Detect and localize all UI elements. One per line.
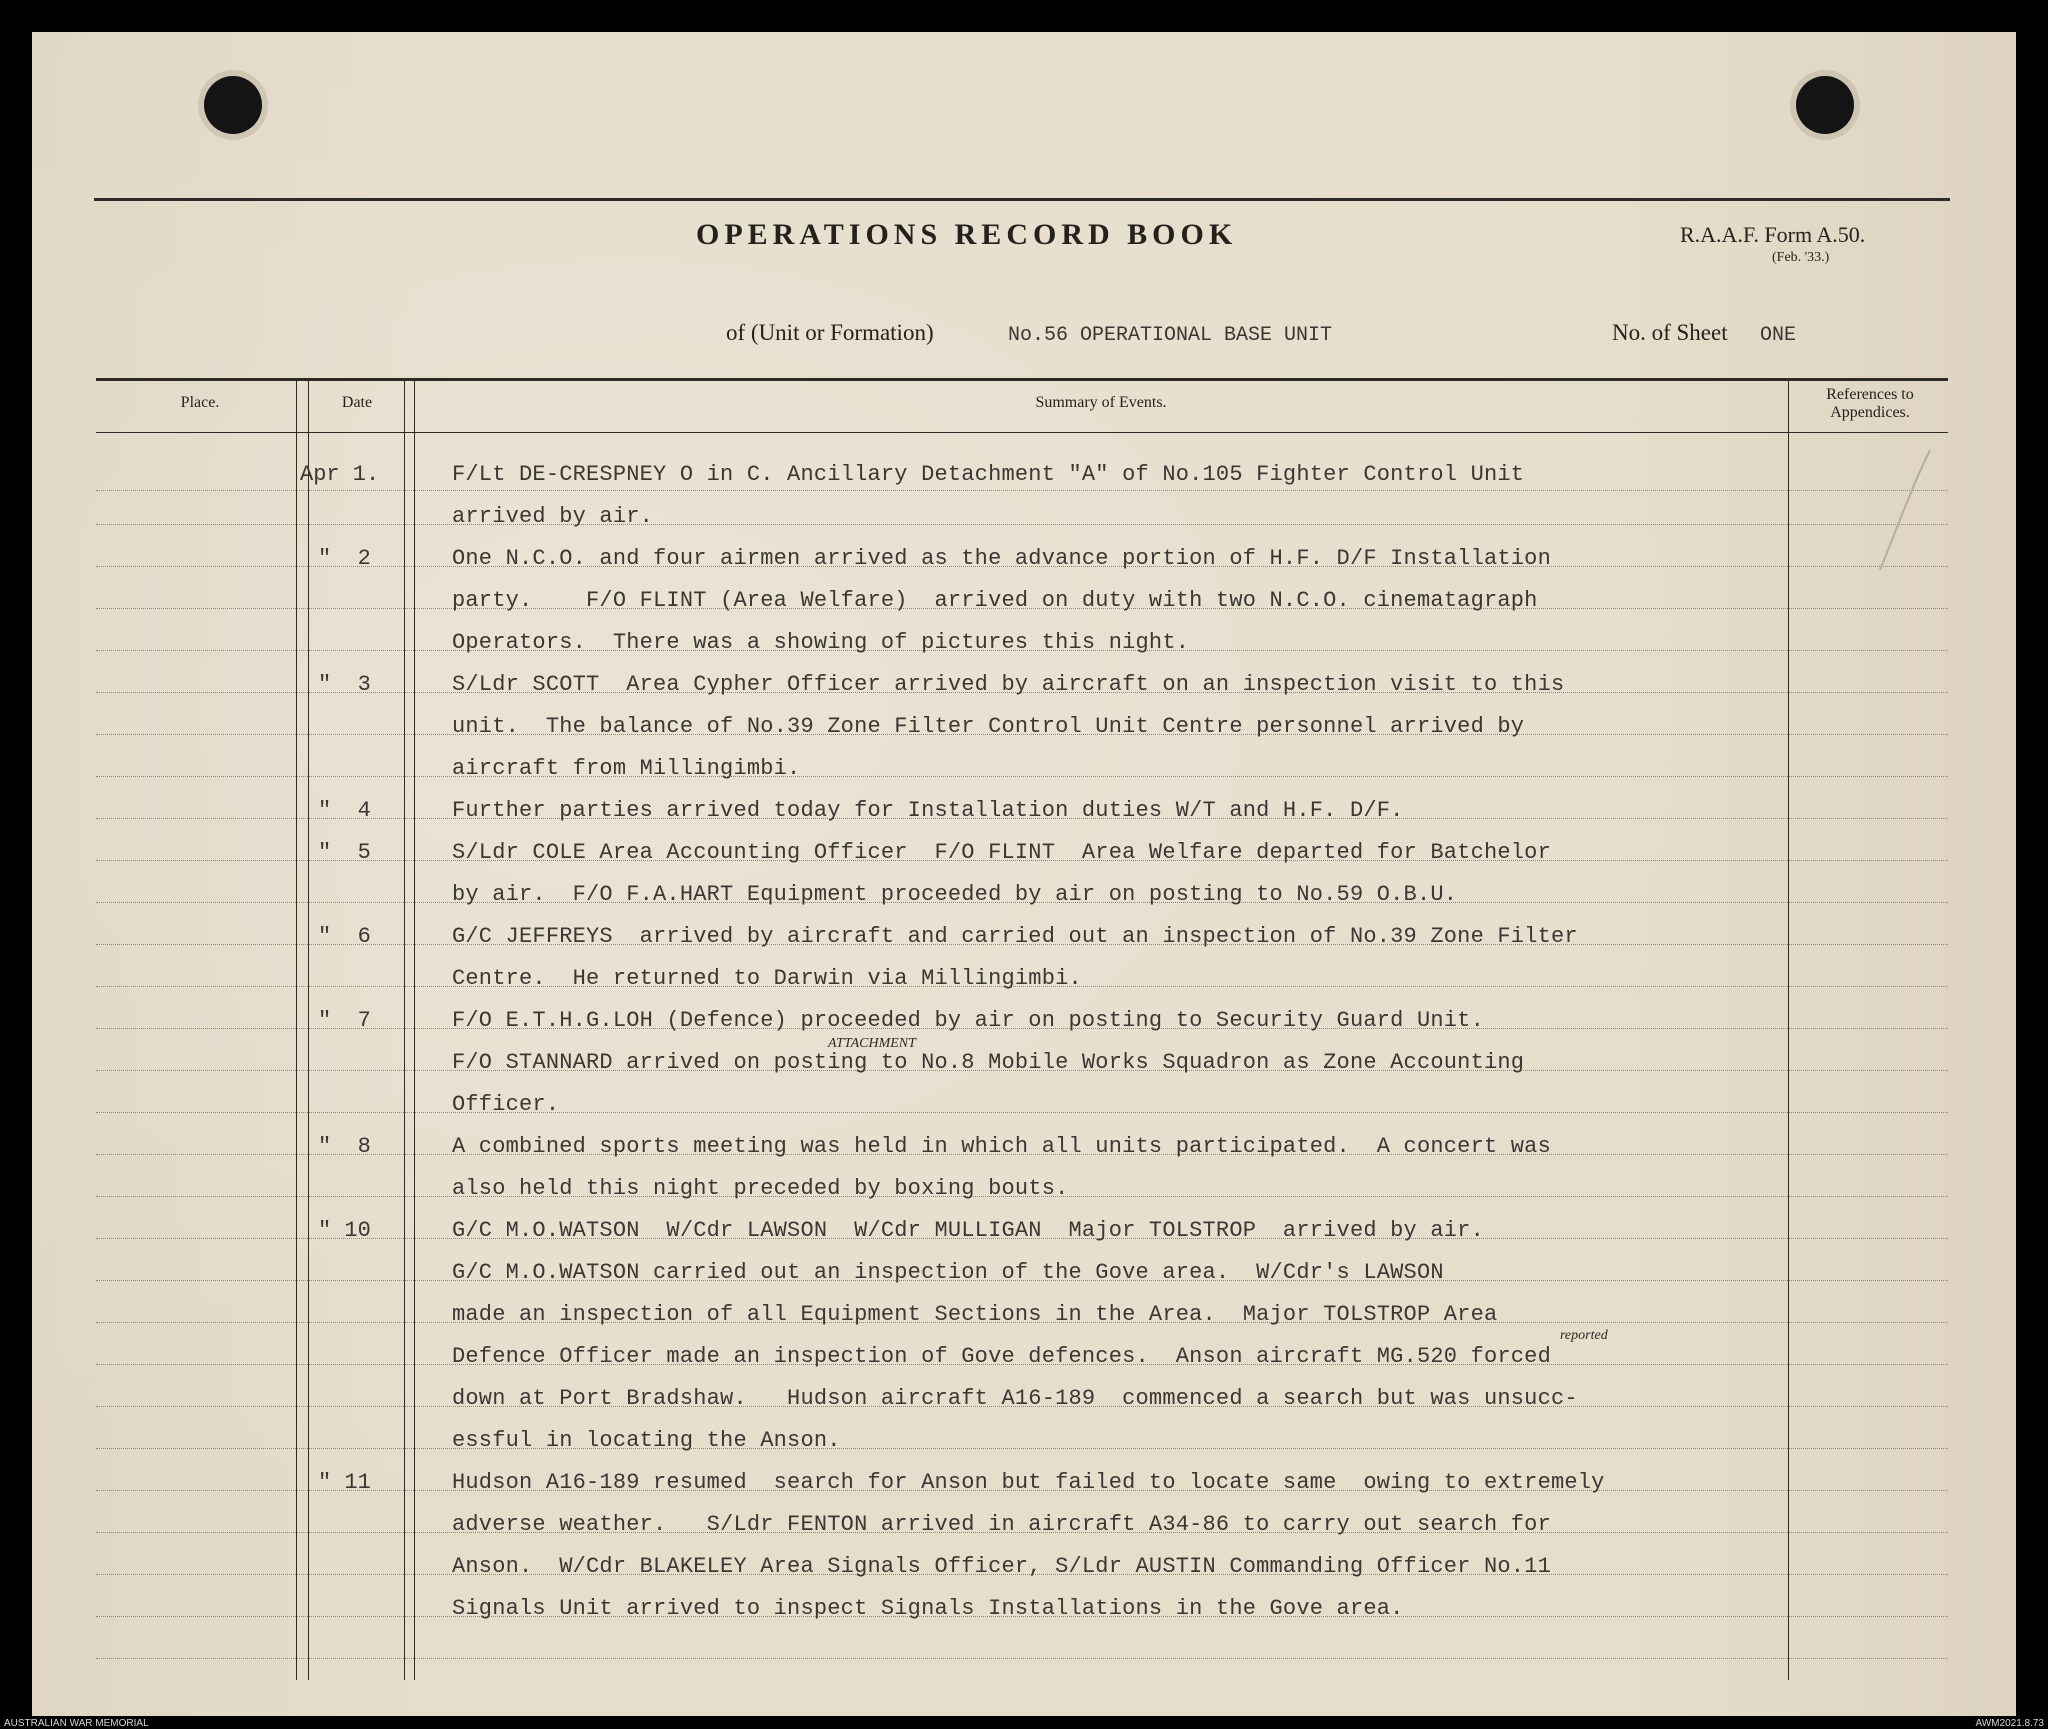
entry-line: Anson. W/Cdr BLAKELEY Area Signals Officer, S/Ldr AUSTIN Commanding Officer No.11 <box>452 1554 1551 1579</box>
entry-line: aircraft from Millingimbi. <box>452 756 801 781</box>
column-header-refs: References to <box>1826 386 1914 403</box>
column-header-place: Place. <box>180 394 220 411</box>
entry-line: Centre. He returned to Darwin via Millingimbi. <box>452 966 1082 991</box>
ruled-line <box>96 776 1948 777</box>
ruled-line <box>96 1112 1948 1113</box>
form-id: R.A.A.F. Form A.50. <box>1680 222 1866 247</box>
entry-line: unit. The balance of No.39 Zone Filter Control Unit Centre personnel arrived by <box>452 714 1525 739</box>
entry-line: Hudson A16-189 resumed search for Anson but failed to locate same owing to extremely <box>452 1470 1605 1495</box>
form-date: (Feb. '33.) <box>1772 250 1830 265</box>
page-title: OPERATIONS RECORD BOOK <box>696 218 1238 251</box>
entry-line: made an inspection of all Equipment Sections in the Area. Major TOLSTROP Area <box>452 1302 1498 1327</box>
entry-line: F/Lt DE-CRESPNEY O in C. Ancillary Detachment "A" of No.105 Fighter Control Unit <box>452 462 1525 487</box>
entry-line: G/C JEFFREYS arrived by aircraft and carried out an inspection of No.39 Zone Filter <box>452 924 1578 949</box>
ruled-line <box>96 490 1948 491</box>
entry-line: G/C M.O.WATSON carried out an inspection of the Gove area. W/Cdr's LAWSON <box>452 1260 1444 1285</box>
entry-line: essful in locating the Anson. <box>452 1428 841 1453</box>
entry-line: down at Port Bradshaw. Hudson aircraft A16-189 commenced a search but was unsucc- <box>452 1386 1578 1411</box>
entry-line: F/O STANNARD arrived on posting to No.8 Mobile Works Squadron as Zone Accounting <box>452 1050 1525 1075</box>
entry-line: Operators. There was a showing of pictures this night. <box>452 630 1190 655</box>
entry-date: " 8 <box>318 1134 371 1159</box>
entry-line: G/C M.O.WATSON W/Cdr LAWSON W/Cdr MULLIGAN Major TOLSTROP arrived by air. <box>452 1218 1484 1243</box>
footer-reference: AWM2021.8.73 <box>1975 1718 2044 1729</box>
ruled-line <box>96 1448 1948 1449</box>
sheet-label: No. of Sheet <box>1612 320 1728 345</box>
entry-line: arrived by air. <box>452 504 654 529</box>
entry-line: also held this night preceded by boxing bouts. <box>452 1176 1069 1201</box>
entry-line: Defence Officer made an inspection of Gove defences. Anson aircraft MG.520 forced <box>452 1344 1551 1369</box>
ruled-line <box>96 524 1948 525</box>
table-header-rule <box>96 432 1948 433</box>
entry-line: Further parties arrived today for Installation duties W/T and H.F. D/F. <box>452 798 1404 823</box>
entry-line: S/Ldr COLE Area Accounting Officer F/O FLINT Area Welfare departed for Batchelor <box>452 840 1551 865</box>
top-rule <box>94 198 1950 201</box>
entry-date: " 11 <box>318 1470 371 1495</box>
record-sheet <box>32 32 2016 1716</box>
footer-credit: AUSTRALIAN WAR MEMORIAL <box>4 1718 149 1729</box>
table-top-rule <box>96 378 1948 381</box>
entry-line: S/Ldr SCOTT Area Cypher Officer arrived by aircraft on an inspection visit to this <box>452 672 1565 697</box>
column-header-summary: Summary of Events. <box>1035 394 1167 411</box>
punch-hole-right <box>1796 76 1854 134</box>
entry-line: adverse weather. S/Ldr FENTON arrived in aircraft A34-86 to carry out search for <box>452 1512 1551 1537</box>
entry-date: " 6 <box>318 924 371 949</box>
entry-line: party. F/O FLINT (Area Welfare) arrived on duty with two N.C.O. cinematagraph <box>452 588 1538 613</box>
ruled-line <box>96 1658 1948 1659</box>
entry-date: " 5 <box>318 840 371 865</box>
column-divider-refs <box>1788 380 1789 1680</box>
pen-mark <box>1860 440 1940 580</box>
unit-value: No.56 OPERATIONAL BASE UNIT <box>1008 324 1333 347</box>
entry-line: Signals Unit arrived to inspect Signals Installations in the Gove area. <box>452 1596 1404 1621</box>
entry-date: Apr 1. <box>300 462 380 487</box>
column-header-refs-2: Appendices. <box>1830 404 1910 421</box>
entry-date: " 2 <box>318 546 371 571</box>
entry-date: " 3 <box>318 672 371 697</box>
entry-line: Officer. <box>452 1092 560 1117</box>
entry-date: " 7 <box>318 1008 371 1033</box>
entry-date: " 10 <box>318 1218 371 1243</box>
entry-line: F/O E.T.H.G.LOH (Defence) proceeded by air on posting to Security Guard Unit. <box>452 1008 1484 1033</box>
column-divider-date-left <box>308 380 309 1680</box>
sheet-value: ONE <box>1760 324 1797 347</box>
column-divider-date-right <box>404 380 405 1680</box>
entry-line: by air. F/O F.A.HART Equipment proceeded by air on posting to No.59 O.B.U. <box>452 882 1458 907</box>
punch-hole-left <box>204 76 262 134</box>
entry-line: One N.C.O. and four airmen arrived as the advance portion of H.F. D/F Installation <box>452 546 1551 571</box>
entry-line: A combined sports meeting was held in which all units participated. A concert was <box>452 1134 1551 1159</box>
column-divider-summary <box>414 380 415 1680</box>
entry-date: " 4 <box>318 798 371 823</box>
column-header-date: Date <box>341 394 373 411</box>
handwritten-insertion-reported: reported <box>1560 1328 1608 1343</box>
column-divider-place <box>296 380 297 1680</box>
unit-label: of (Unit or Formation) <box>726 320 934 345</box>
handwritten-insertion-attachment: ATTACHMENT <box>828 1036 916 1051</box>
